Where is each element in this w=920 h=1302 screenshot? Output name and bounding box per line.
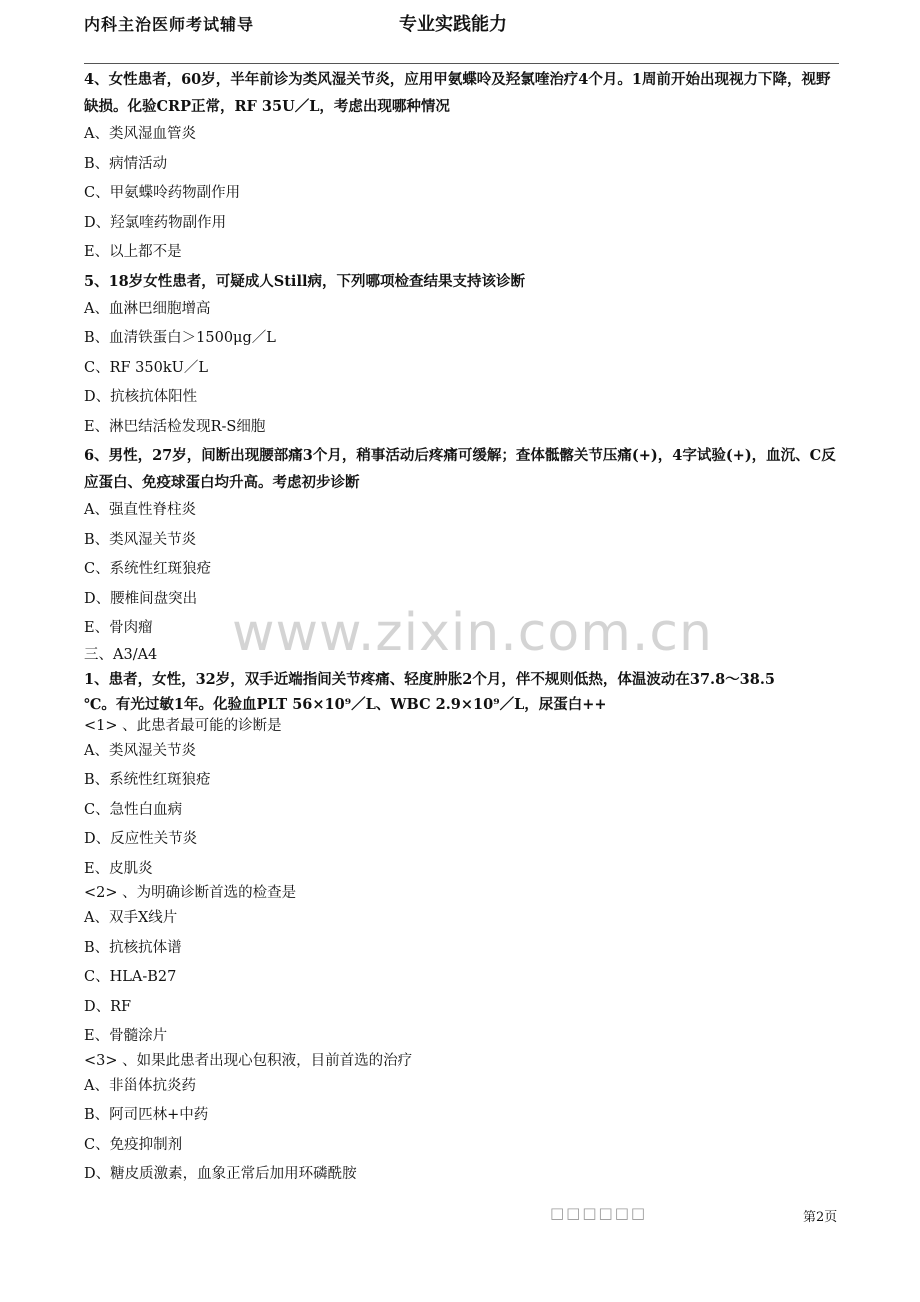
option-b: B、阿司匹林+中药 bbox=[84, 1107, 209, 1123]
option-b: B、类风湿关节炎 bbox=[84, 531, 197, 548]
option-e: E、淋巴结活检发现R-S细胞 bbox=[84, 418, 266, 435]
option-c: C、免疫抑制剂 bbox=[84, 1136, 183, 1153]
option-d: D、腰椎间盘突出 bbox=[84, 590, 198, 607]
watermark: www.zixin.com.cn bbox=[232, 603, 713, 663]
option-b: B、抗核抗体谱 bbox=[84, 939, 182, 956]
option-e: E、骨髓涂片 bbox=[84, 1028, 168, 1044]
option-b: B、血清铁蛋白＞1500μg／L bbox=[84, 330, 276, 346]
option-e: E、皮肌炎 bbox=[84, 860, 153, 877]
option-c: C、急性白血病 bbox=[84, 801, 183, 818]
option-e: E、以上都不是 bbox=[84, 244, 182, 260]
question-stem: 4、女性患者，60岁，半年前诊为类风湿关节炎，应用甲氨蝶呤及羟氯喹治疗4个月。1周前开始出现视力下降，视野缺损。化验CRP正常，RF 35U／L，考虑出现哪种情况 bbox=[84, 71, 831, 115]
option-a: A、血淋巴细胞增高 bbox=[84, 300, 211, 317]
option-a: A、非甾体抗炎药 bbox=[84, 1077, 196, 1094]
sub-question-stem: <3> 、如果此患者出现心包积液，目前首选的治疗 bbox=[84, 1052, 413, 1069]
option-a: A、强直性脊柱炎 bbox=[84, 502, 196, 518]
header-divider bbox=[84, 63, 839, 64]
option-b: B、系统性红斑狼疮 bbox=[84, 772, 211, 788]
option-d: D、抗核抗体阳性 bbox=[84, 389, 198, 405]
option-d: D、反应性关节炎 bbox=[84, 831, 198, 847]
option-c: C、HLA-B27 bbox=[84, 969, 177, 985]
footer-placeholder-text: □□□□□□ bbox=[550, 1204, 648, 1222]
option-a: A、双手X线片 bbox=[84, 910, 178, 926]
question-stem: 6、男性，27岁，间断出现腰部痛3个月，稍事活动后疼痛可缓解；查体骶髂关节压痛(+)，4字试验(+)，血沉、C反应蛋白、免疫球蛋白均升高。考虑初步诊断 bbox=[84, 447, 836, 491]
option-c: C、RF 350kU／L bbox=[84, 359, 208, 376]
option-a: A、类风湿关节炎 bbox=[84, 742, 196, 759]
sub-question-stem: <2> 、为明确诊断首选的检查是 bbox=[84, 885, 297, 901]
header-exam-title: 内科主治医师考试辅导 bbox=[84, 15, 255, 34]
sub-question-stem: <1> 、此患者最可能的诊断是 bbox=[84, 717, 282, 734]
section-heading: 三、A3/A4 bbox=[84, 646, 158, 663]
option-d: D、羟氯喹药物副作用 bbox=[84, 214, 227, 231]
case-stem-line-2: ℃。有光过敏1年。化验血PLT 56×10⁹／L、WBC 2.9×10⁹／L，尿蛋白++ bbox=[84, 695, 607, 713]
case-stem-line-1: 1、患者，女性，32岁，双手近端指间关节疼痛、轻度肿胀2个月，伴不规则低热，体温波动在37.8～38.5 bbox=[84, 670, 775, 688]
header-subject: 专业实践能力 bbox=[399, 14, 507, 35]
option-e: E、骨肉瘤 bbox=[84, 620, 153, 636]
option-d: D、RF bbox=[84, 998, 132, 1015]
option-d: D、糖皮质激素，血象正常后加用环磷酰胺 bbox=[84, 1166, 357, 1182]
option-c: C、系统性红斑狼疮 bbox=[84, 561, 212, 577]
option-a: A、类风湿血管炎 bbox=[84, 126, 196, 142]
option-c: C、甲氨蝶呤药物副作用 bbox=[84, 185, 241, 201]
option-b: B、病情活动 bbox=[84, 155, 168, 172]
page-number: 第2页 bbox=[803, 1210, 838, 1225]
question-stem: 5、18岁女性患者，可疑成人Still病，下列哪项检查结果支持该诊断 bbox=[84, 272, 525, 290]
